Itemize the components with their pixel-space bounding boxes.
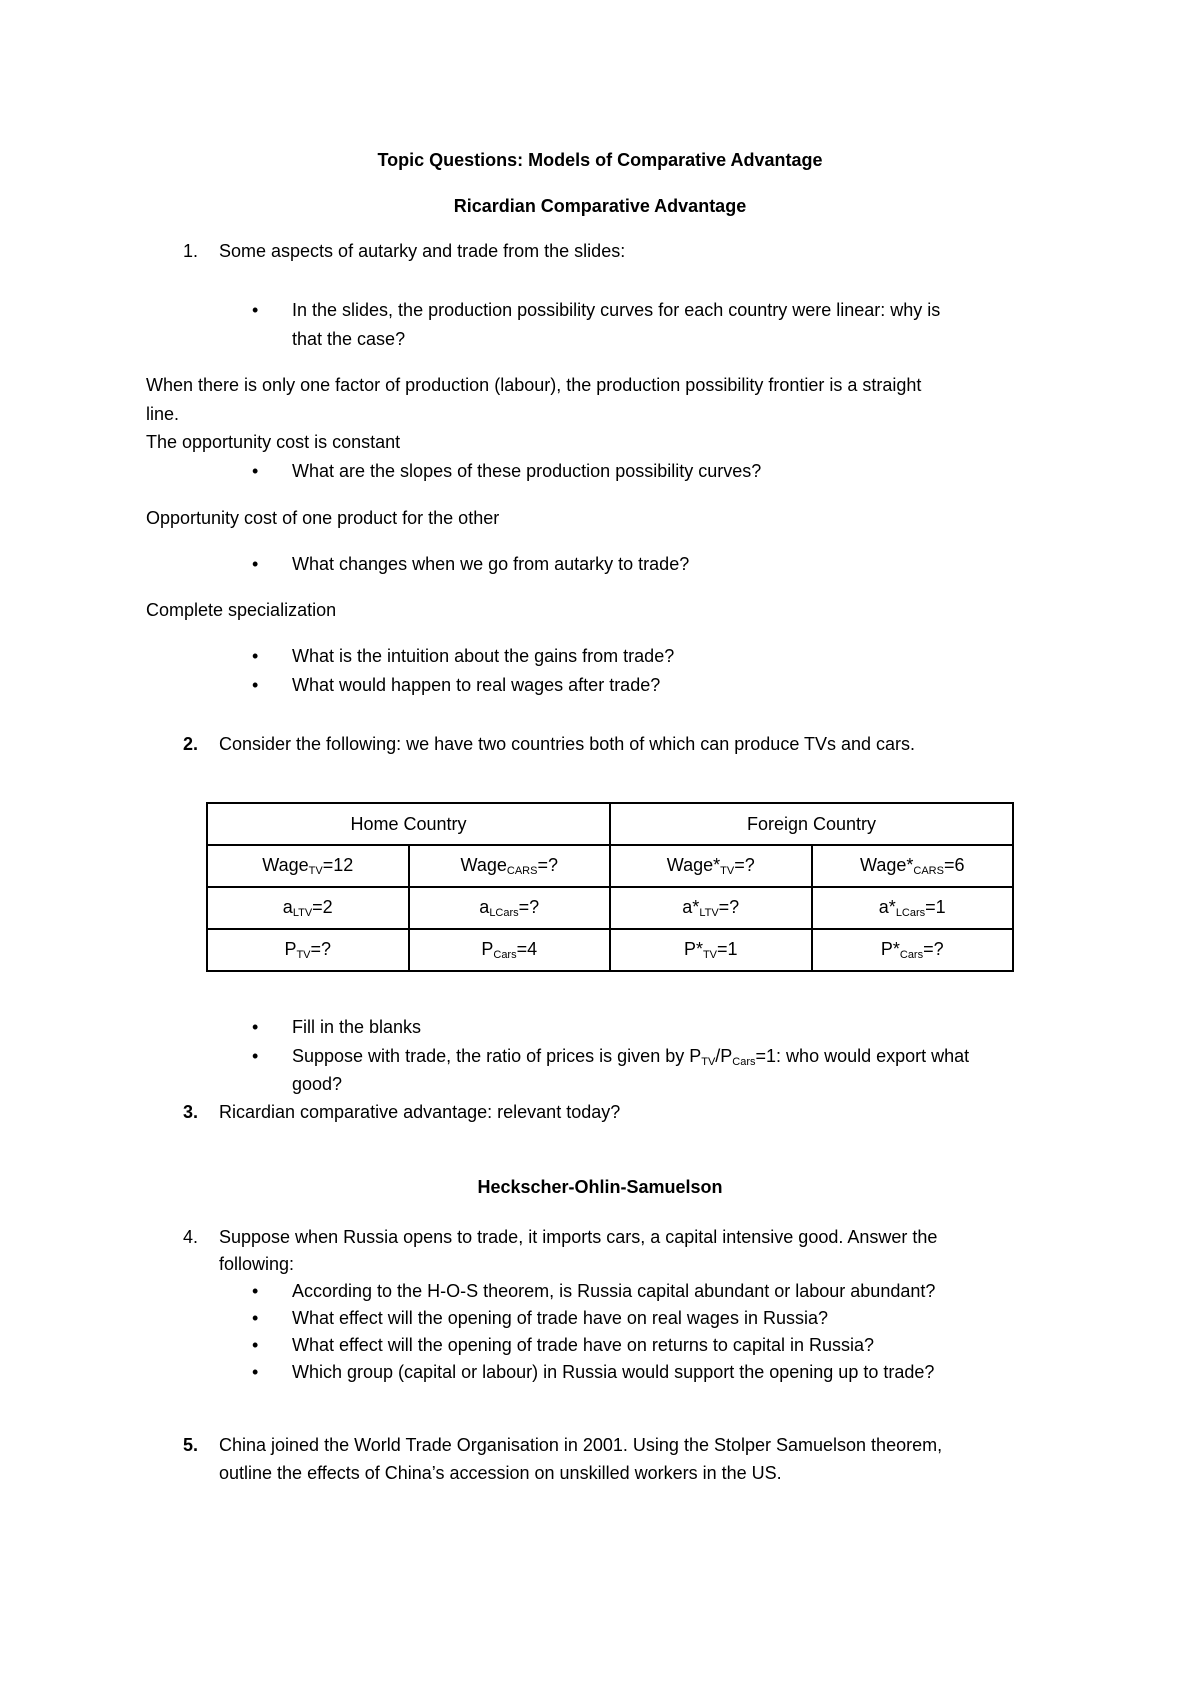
cell-foreign-price-tv: $P*_{TV}=1$	[610, 929, 812, 971]
cell-home-a-tv: $a_{LTV}=2$	[207, 887, 409, 929]
q2-bullet-2-cont: good?	[292, 1074, 343, 1094]
cell-foreign-wage-tv: $Wage*_{TV}=$?	[610, 845, 812, 887]
q4-bullet-3: • What effect will the opening of trade have on returns to capital in Russia?	[292, 1334, 874, 1356]
foreign-country-header: Foreign Country	[610, 803, 1013, 845]
q1-bullet-5: • What would happen to real wages after trade?	[292, 674, 660, 696]
document-title: Topic Questions: Models of Comparative Advantage	[377, 150, 823, 170]
wage-price-table	[206, 802, 1014, 972]
q4-number: 4.	[183, 1227, 199, 1247]
q1-answer-2: Opportunity cost of one product for the other	[146, 508, 500, 528]
cell-home-a-cars: $a_{LCars}=$?	[409, 887, 611, 929]
q2-text: Consider the following: we have two countries both of which can produce TVs and cars.	[219, 734, 916, 754]
cell-home-price-tv: $P_{TV}=$?	[207, 929, 409, 971]
table-header-row	[207, 803, 1013, 845]
q1-answer-1-line1: When there is only one factor of production (labour), the production possibility frontier is a straight	[146, 375, 922, 395]
q1-bullet-2: • What are the slopes of these production possibility curves?	[292, 460, 761, 482]
q1-number: 1.	[183, 241, 199, 261]
q3-text: Ricardian comparative advantage: relevant today?	[219, 1102, 621, 1122]
q4-bullet-2: • What effect will the opening of trade have on real wages in Russia?	[292, 1307, 828, 1329]
q1-bullet-1-cont: that the case?	[292, 329, 406, 349]
cell-foreign-wage-cars: $Wage*_{CARS}=6$	[812, 845, 1014, 887]
q1-bullet-1: • In the slides, the production possibility curves for each country were linear: why is	[292, 299, 940, 321]
table-row-wages	[207, 845, 1013, 887]
q4-bullet-4: • Which group (capital or labour) in Russia would support the opening up to trade?	[292, 1361, 934, 1383]
q3-number: 3.	[183, 1102, 199, 1122]
q4-line-2: following:	[219, 1254, 295, 1274]
section-heading-hos: Heckscher-Ohlin-Samuelson	[477, 1177, 723, 1197]
cell-home-wage-tv: Wage$_{TV}$=12	[207, 845, 409, 887]
cell-home-price-cars: $P_{Cars}=4$	[409, 929, 611, 971]
cell-foreign-a-cars: $a*_{LCars}=1$	[812, 887, 1014, 929]
q5-line-1: China joined the World Trade Organisation in 2001. Using the Stolper Samuelson theorem,	[219, 1435, 943, 1455]
table-row-prices	[207, 929, 1013, 971]
q2-bullet-1: • Fill in the blanks	[292, 1016, 421, 1038]
q1-answer-1-line2: line.	[146, 404, 180, 424]
cell-foreign-price-cars: $P*_{Cars}=$?	[812, 929, 1014, 971]
home-country-header: Home Country	[207, 803, 610, 845]
q5-line-2: outline the effects of China’s accession on unskilled workers in the US.	[219, 1463, 782, 1483]
q5-number: 5.	[183, 1435, 199, 1455]
q1-answer-3: Complete specialization	[146, 600, 337, 620]
q2-number: 2.	[183, 734, 199, 754]
q4-line-1: Suppose when Russia opens to trade, it imports cars, a capital intensive good. Answer the	[219, 1227, 938, 1247]
section-heading-ricardian: Ricardian Comparative Advantage	[453, 196, 747, 216]
q1-text: Some aspects of autarky and trade from the slides:	[219, 241, 626, 261]
q1-answer-1-line3: The opportunity cost is constant	[146, 432, 401, 452]
table-row-labour-requirements	[207, 887, 1013, 929]
cell-home-wage-cars: Wage$_{CARS}$=?	[409, 845, 611, 887]
q1-bullet-4: • What is the intuition about the gains from trade?	[292, 645, 674, 667]
q2-bullet-2: • Suppose with trade, the ratio of prices is given by $P_{TV}/P_{Cars}=1$: who would export what	[292, 1045, 969, 1073]
q4-bullet-1: • According to the H-O-S theorem, is Russia capital abundant or labour abundant?	[292, 1280, 935, 1302]
cell-foreign-a-tv: $a*_{LTV}=$?	[610, 887, 812, 929]
q1-bullet-3: • What changes when we go from autarky to trade?	[292, 553, 689, 575]
